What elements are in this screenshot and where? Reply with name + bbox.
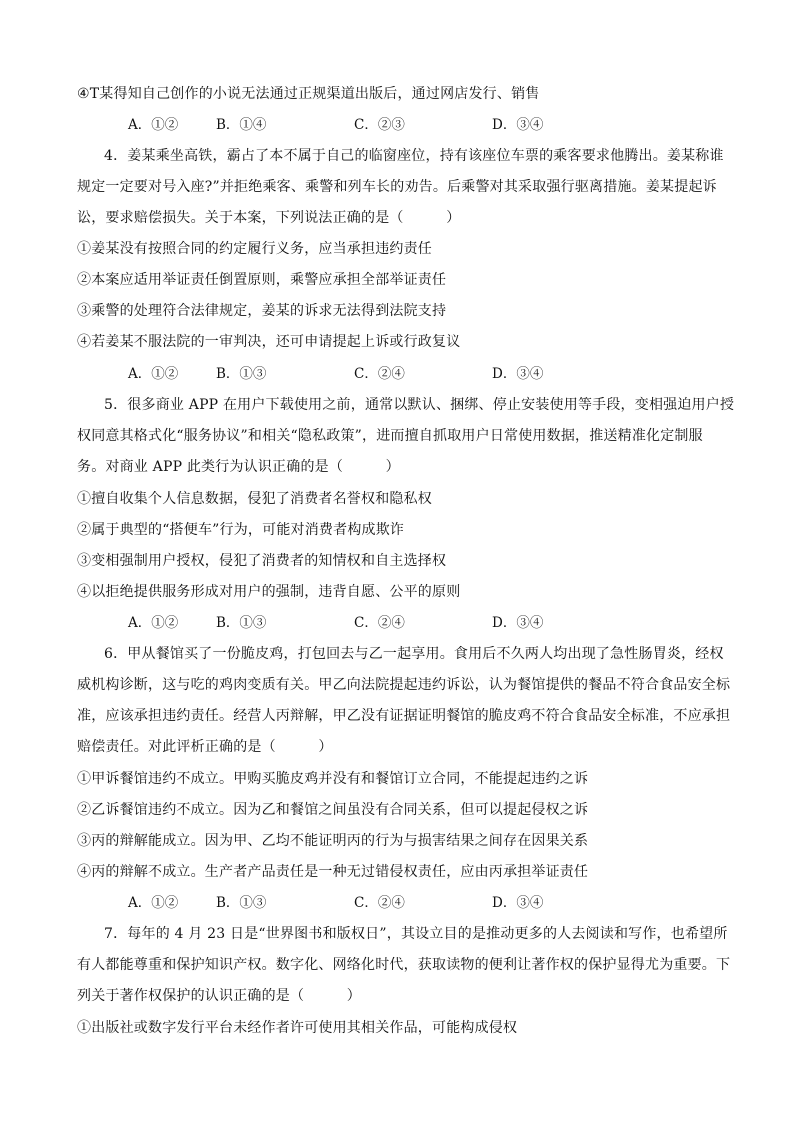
q6-option-c: C．②④ [354, 895, 405, 911]
q4-item-3: ③乘警的处理符合法律规定，姜某的诉求无法得到法院支持 [77, 303, 447, 319]
q5-option-a: A．①② [128, 615, 179, 631]
q4-option-b: B．①③ [216, 366, 267, 382]
q4-option-c: C．②④ [354, 366, 405, 382]
q4-stem-line-3: 讼，要求赔偿损失。关于本案，下列说法正确的是（ ） [77, 210, 461, 226]
q6-stem-line-2: 威机构诊断，这与吃的鸡肉变质有关。甲乙向法院提起违约诉讼，认为餐馆提供的餐品不符合食品安全标 [77, 677, 731, 693]
q7-stem-line-3: 列关于著作权保护的认识正确的是（ ） [77, 988, 361, 1004]
q6-stem-line-3: 准，应该承担违约责任。经营人丙辩解，甲乙没有证据证明餐馆的脆皮鸡不符合食品安全标准，不应承担 [77, 708, 731, 724]
q7-item-1: ①出版社或数字发行平台未经作者许可使用其相关作品，可能构成侵权 [77, 1020, 518, 1036]
q4-options [128, 364, 548, 384]
q4-stem-line-2: 规定一定要对号入座?”并拒绝乘客、乘警和列车长的劝告。后乘警对其采取强行驱离措施。姜某提起诉 [77, 179, 717, 195]
q5-item-2: ②属于典型的“搭便车”行为，可能对消费者构成欺诈 [77, 522, 405, 538]
q6-item-4: ④丙的辩解不成立。生产者产品责任是一种无过错侵权责任，应由丙承担举证责任 [77, 864, 589, 880]
q3-option-a: A．①② [128, 117, 179, 133]
q5-item-1: ①擅自收集个人信息数据，侵犯了消费者名誉权和隐私权 [77, 491, 432, 507]
q6-stem-line-4: 赔偿责任。对此评析正确的是（ ） [77, 739, 333, 755]
q6-options [128, 893, 548, 913]
q6-stem-line-1: 6．甲从餐馆买了一份脆皮鸡，打包回去与乙一起享用。食用后不久两人均出现了急性肠胃炎，经权 [104, 646, 724, 662]
q6-item-1: ①甲诉餐馆违约不成立。甲购买脆皮鸡并没有和餐馆订立合同，不能提起违约之诉 [77, 771, 589, 787]
q6-option-a: A．①② [128, 895, 179, 911]
q3-option-d: D．③④ [492, 117, 544, 133]
q5-options [128, 613, 548, 633]
q6-option-b: B．①③ [216, 895, 267, 911]
q3-option-c: C．②③ [354, 117, 405, 133]
q5-option-d: D．③④ [492, 615, 544, 631]
q6-option-d: D．③④ [492, 895, 544, 911]
q5-stem-line-1: 5．很多商业 APP 在用户下载使用之前，通常以默认、捆绑、停止安装使用等手段，变相强迫用户授 [104, 397, 735, 413]
q4-item-1: ①姜某没有按照合同的约定履行义务，应当承担违约责任 [77, 241, 432, 257]
q3-option-b: B．①④ [216, 117, 267, 133]
q5-option-c: C．②④ [354, 615, 405, 631]
q5-option-b: B．①③ [216, 615, 267, 631]
q6-item-3: ③丙的辩解能成立。因为甲、乙均不能证明丙的行为与损害结果之间存在因果关系 [77, 833, 589, 849]
q3-item-4: ④T某得知自己创作的小说无法通过正规渠道出版后，通过网店发行、销售 [77, 86, 540, 102]
q4-item-4: ④若姜某不服法院的一审判决，还可申请提起上诉或行政复议 [77, 334, 461, 350]
q7-stem-line-2: 有人都能尊重和保护知识产权。数字化、网络化时代，获取读物的便利让著作权的保护显得尤为重要。下 [77, 957, 731, 973]
q5-stem-line-2: 权同意其格式化“服务协议”和相关“隐私政策”，进而擅自抓取用户日常使用数据，推送精准化定制服 [77, 428, 703, 444]
q4-option-a: A．①② [128, 366, 179, 382]
q3-options [128, 115, 548, 135]
q5-item-4: ④以拒绝提供服务形成对用户的强制，违背自愿、公平的原则 [77, 584, 461, 600]
q4-item-2: ②本案应适用举证责任倒置原则，乘警应承担全部举证责任 [77, 272, 447, 288]
q5-item-3: ③变相强制用户授权，侵犯了消费者的知情权和自主选择权 [77, 553, 447, 569]
q5-stem-line-3: 务。对商业 APP 此类行为认识正确的是（ ） [77, 459, 400, 475]
q4-stem-line-1: 4．姜某乘坐高铁，霸占了本不属于自己的临窗座位，持有该座位车票的乘客要求他腾出。姜某称谁 [104, 148, 724, 164]
q4-option-d: D．③④ [492, 366, 544, 382]
q7-stem-line-1: 7．每年的 4 月 23 日是“世界图书和版权日”，其设立目的是推动更多的人去阅读和写作，也希望所 [104, 926, 728, 942]
q6-item-2: ②乙诉餐馆违约不成立。因为乙和餐馆之间虽没有合同关系，但可以提起侵权之诉 [77, 802, 589, 818]
